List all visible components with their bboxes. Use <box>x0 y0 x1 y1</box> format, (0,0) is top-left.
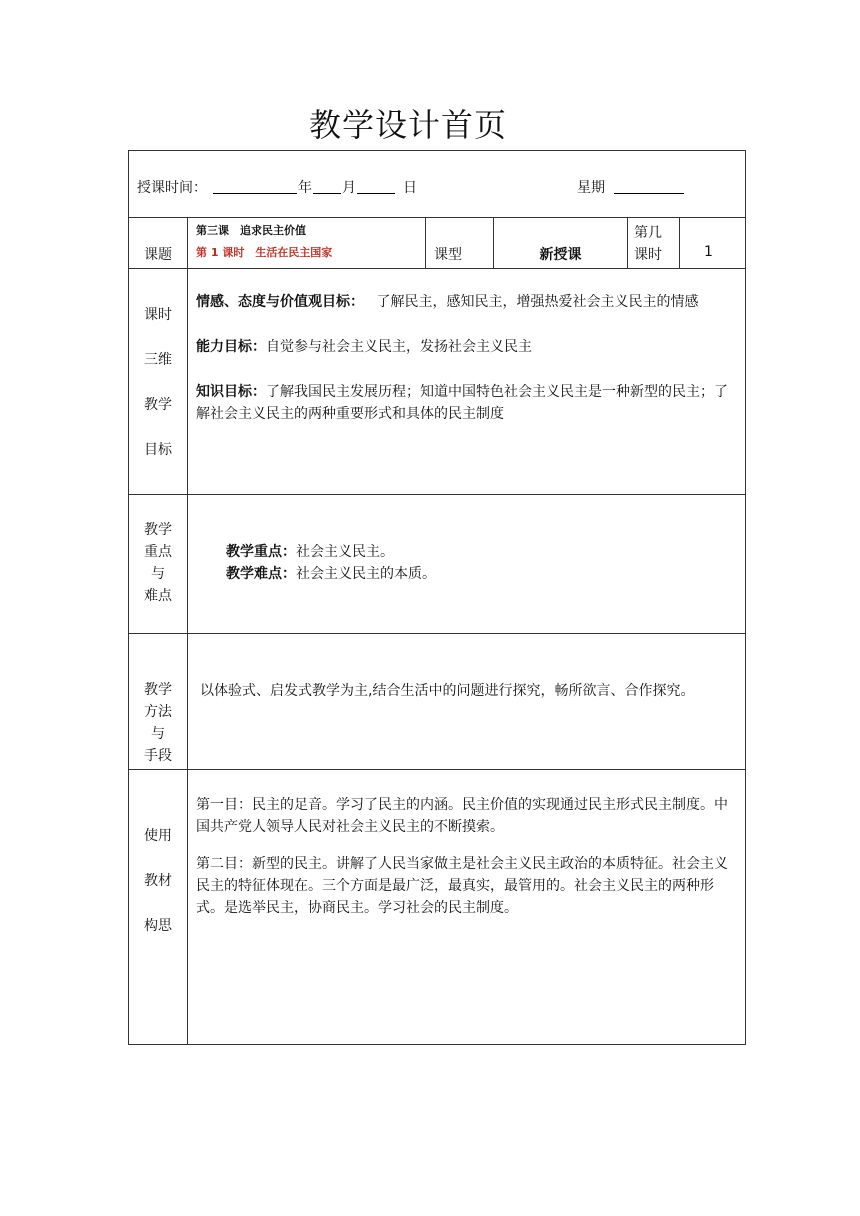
methods-cell <box>188 634 746 770</box>
topic-label: 课题 <box>144 247 172 263</box>
period-value-cell <box>680 218 746 269</box>
date-blank-a[interactable] <box>213 179 297 194</box>
objectives-label-3: 教学 <box>144 397 172 413</box>
knowledge-text: 了解我国民主发展历程；知道中国特色社会主义民主是一种新型的民主；了解社会主义民主的两种重要形式和具体的民主制度 <box>196 384 728 422</box>
materials-label-3: 构思 <box>144 918 172 934</box>
methods-label-4: 手段 <box>144 748 172 764</box>
month-label: 月 <box>342 180 356 196</box>
key-label: 教学重点： <box>226 544 296 560</box>
materials-para-1: 第一目：民主的足音。学习了民主的内涵。民主价值的实现通过民主形式民主制度。中国共产党人领导人民对社会主义民主的不断摸索。 <box>196 797 728 835</box>
objectives-label-4: 目标 <box>144 442 172 458</box>
methods-label-cell <box>129 634 188 770</box>
difficult-label: 教学难点： <box>226 566 296 582</box>
knowledge-label: 知识目标： <box>196 384 266 400</box>
ability-label: 能力目标： <box>196 339 266 355</box>
page-title: 教学设计首页 <box>308 106 507 144</box>
methods-label-1: 教学 <box>144 682 172 698</box>
topic-cell <box>188 218 426 269</box>
period-label-1: 第几 <box>634 225 662 241</box>
lesson-plan-table <box>128 150 746 1045</box>
period-label-2: 课时 <box>634 247 662 263</box>
keypoints-label-2: 重点 <box>144 544 172 560</box>
keypoints-label-1: 教学 <box>144 522 172 538</box>
emotion-label: 情感、态度与价值观目标： <box>196 294 364 310</box>
type-value-cell <box>494 218 628 269</box>
ability-text: 自觉参与社会主义民主，发扬社会主义民主 <box>266 339 532 355</box>
keypoints-label-cell <box>129 495 188 634</box>
difficult-text: 社会主义民主的本质。 <box>296 566 436 582</box>
lesson-title: 第 1 课时 生活在民主国家 <box>196 246 333 259</box>
materials-cell <box>188 770 746 1045</box>
weekday-blank[interactable] <box>614 179 684 194</box>
keypoints-label-4: 难点 <box>144 588 172 604</box>
month-blank[interactable] <box>357 179 395 194</box>
methods-text: 以体验式、启发式教学为主,结合生活中的问题进行探究，畅所欲言、合作探究。 <box>200 683 695 699</box>
period-label-cell <box>628 218 680 269</box>
materials-label-cell <box>129 770 188 1045</box>
materials-para-2: 第二目：新型的民主。讲解了人民当家做主是社会主义民主政治的本质特征。社会主义民主的特征体现在。三个方面是最广泛，最真实，最管用的。社会主义民主的两种形式。是选举民主，协商民主。学习社会的民主制度。 <box>196 856 728 916</box>
methods-label-2: 方法 <box>144 704 172 720</box>
objectives-label-1: 课时 <box>144 307 172 323</box>
type-label-cell <box>426 218 494 269</box>
year-label: 年 <box>298 180 312 196</box>
unit-title: 第三课 追求民主价值 <box>196 224 306 237</box>
methods-label-3: 与 <box>151 726 165 742</box>
keypoints-cell <box>188 495 746 634</box>
materials-label-1: 使用 <box>144 828 172 844</box>
type-value: 新授课 <box>539 247 582 263</box>
objectives-label-cell <box>129 269 188 495</box>
materials-label-2: 教材 <box>144 873 172 889</box>
key-text: 社会主义民主。 <box>296 544 394 560</box>
keypoints-label-3: 与 <box>151 566 165 582</box>
type-label: 课型 <box>434 247 462 263</box>
time-label: 授课时间： <box>137 180 207 196</box>
day-label: 日 <box>403 180 417 196</box>
year-blank[interactable] <box>313 179 341 194</box>
objectives-label-2: 三维 <box>144 352 172 368</box>
period-value: 1 <box>704 244 713 260</box>
weekday-label: 星期 <box>577 180 605 196</box>
objectives-cell <box>188 269 746 495</box>
emotion-text: 了解民主，感知民主，增强热爱社会主义民主的情感 <box>376 294 699 310</box>
date-row <box>129 151 746 218</box>
topic-label-cell <box>129 218 188 269</box>
